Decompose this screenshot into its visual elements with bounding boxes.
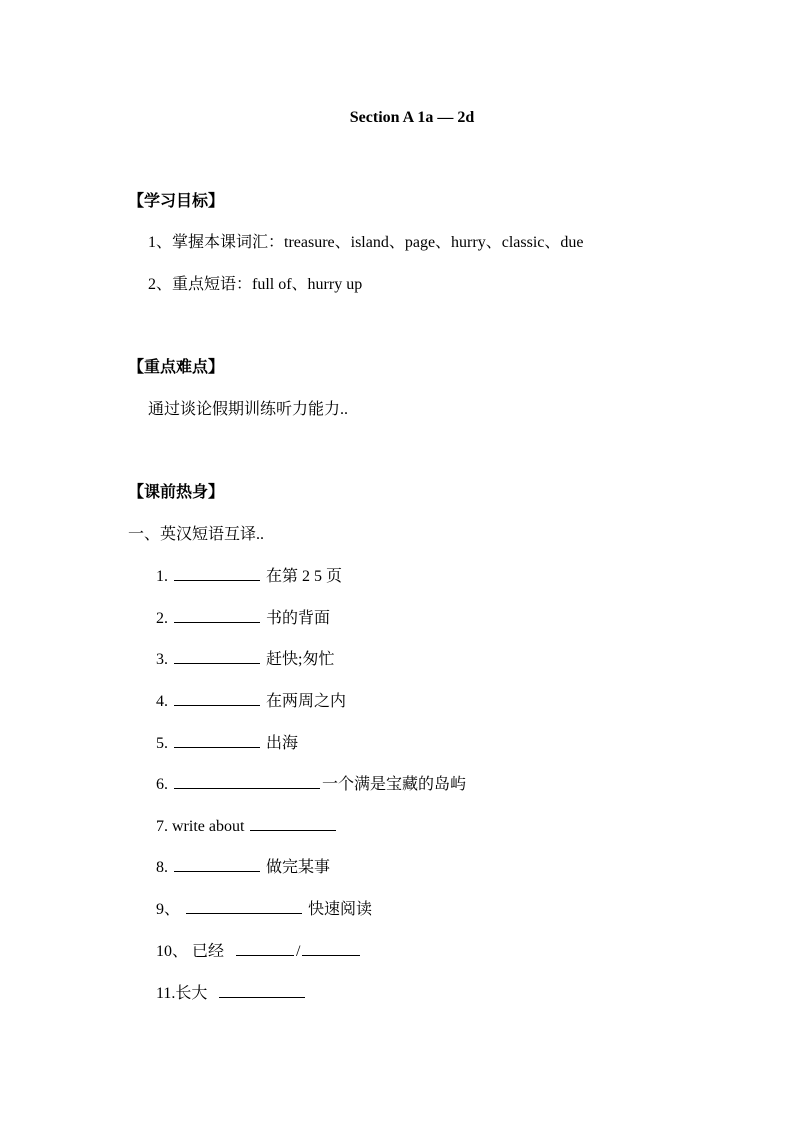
answer-blank[interactable] xyxy=(174,774,320,789)
answer-blank[interactable] xyxy=(174,691,260,706)
item-number: 8. xyxy=(156,859,168,876)
exercise-item xyxy=(156,816,338,837)
item-number: 2. xyxy=(156,610,168,627)
page-title: Section A 1a — 2d xyxy=(349,109,475,126)
item-text: 长大 xyxy=(175,985,208,1002)
item-text: 出海 xyxy=(266,735,299,752)
item-number: 5. xyxy=(156,735,168,752)
item-number: 11. xyxy=(156,985,176,1002)
item-text: 在第 2 5 页 xyxy=(266,568,343,585)
item-text: 快速阅读 xyxy=(308,901,373,918)
answer-blank[interactable] xyxy=(174,566,260,581)
exercise-item xyxy=(156,941,362,962)
exercise-item xyxy=(156,733,298,754)
item-text: write about xyxy=(172,818,245,835)
exercise-item xyxy=(156,857,330,878)
key-points-heading: 【重点难点】 xyxy=(128,359,225,376)
key-points-text: 通过谈论假期训练听力能力.. xyxy=(148,401,349,418)
item-text: 已经 xyxy=(192,943,225,960)
exercise-item xyxy=(156,983,307,1004)
exercise-item xyxy=(156,608,330,629)
item-text: 一个满是宝藏的岛屿 xyxy=(322,776,467,793)
warmup-heading: 【课前热身】 xyxy=(128,484,225,501)
goals-item-2: 2、重点短语：full of、hurry up xyxy=(148,276,363,293)
item-number: 6. xyxy=(156,776,168,793)
warmup-instruction: 一、英汉短语互译.. xyxy=(128,526,265,543)
item-text: 书的背面 xyxy=(266,610,331,627)
goals-item-1: 1、掌握本课词汇：treasure、island、page、hurry、classic、due xyxy=(148,234,584,251)
exercise-item xyxy=(156,899,372,920)
goals-heading: 【学习目标】 xyxy=(128,193,225,210)
answer-blank[interactable] xyxy=(174,649,260,664)
answer-blank[interactable] xyxy=(250,816,336,831)
answer-blank[interactable] xyxy=(174,733,260,748)
item-number: 1. xyxy=(156,568,168,585)
answer-blank[interactable] xyxy=(174,608,260,623)
answer-blank[interactable] xyxy=(174,857,260,872)
item-number: 3. xyxy=(156,651,168,668)
answer-blank[interactable] xyxy=(219,983,305,998)
item-number: 4. xyxy=(156,693,168,710)
item-text: 赶快;匆忙 xyxy=(266,651,335,668)
answer-blank[interactable] xyxy=(236,941,294,956)
item-number: 7. xyxy=(156,818,168,835)
item-number: 9、 xyxy=(156,901,181,918)
exercise-item xyxy=(156,774,466,795)
item-text: 在两周之内 xyxy=(266,693,347,710)
exercise-item xyxy=(156,566,342,587)
blank-separator: / xyxy=(296,943,301,960)
answer-blank[interactable] xyxy=(302,941,360,956)
exercise-item xyxy=(156,649,334,670)
answer-blank[interactable] xyxy=(186,899,302,914)
item-text: 做完某事 xyxy=(266,859,331,876)
item-number: 10、 xyxy=(156,943,189,960)
exercise-item xyxy=(156,691,346,712)
